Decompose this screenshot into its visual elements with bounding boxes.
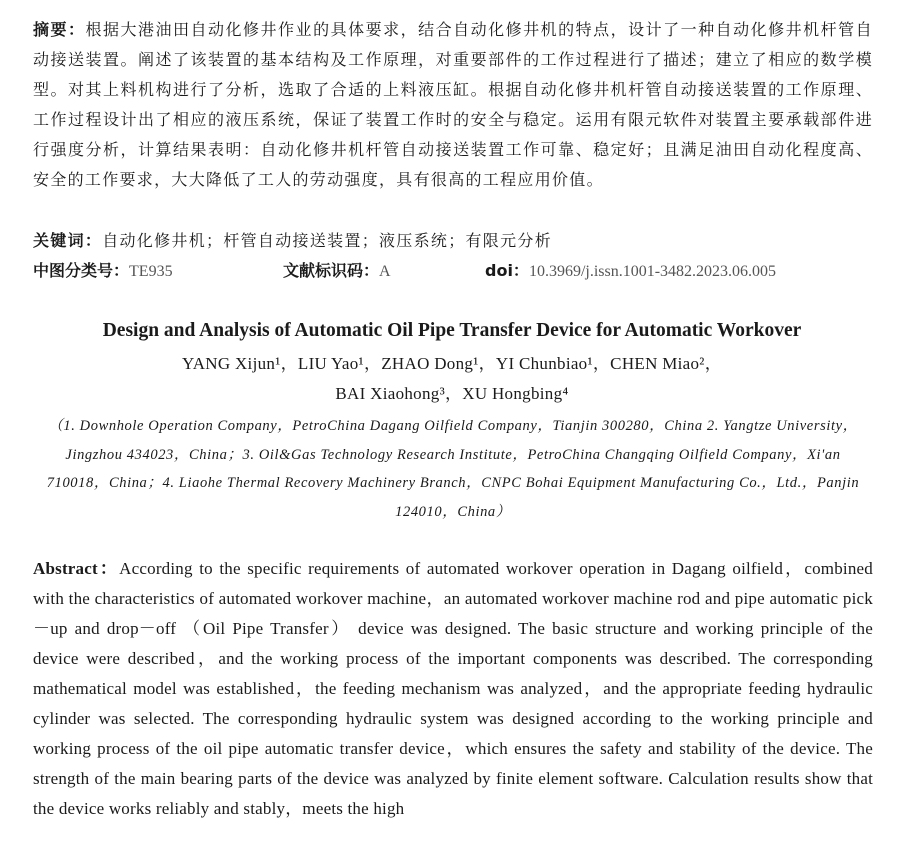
english-abstract-label: Abstract： [33, 559, 120, 578]
chinese-abstract-label: 摘要： [33, 20, 86, 39]
english-abstract [33, 554, 873, 824]
doi-value: 10.3969/j.issn.1001-3482.2023.06.005 [528, 263, 777, 280]
authors-line-1: YANG Xijun¹，LIU Yao¹，ZHAO Dong¹，YI Chunbiao¹，CHEN Miao²， [182, 354, 722, 373]
english-abstract-text: According to the specific requirements of automated workover operation in Dagang oilfield，combined with the characteristics of automated workover machine，an automated workover machine rod and pipe automatic pick－up and drop－off （Oil Pipe Transfer） device was designed. The basic structure and working principle of the device were described，and the working process of the important components was described. The corresponding mathematical model was established，the feeding mechanism was analyzed，and the appropriate feeding hydraulic cylinder was selected. The corresponding hydraulic system was designed according to the working principle and working process of the oil pipe automatic transfer device，which ensures the safety and stability of the device. The strength of the main bearing parts of the device was analyzed by finite element software. Calculation results show that the device works reliably and stably，meets the high [33, 559, 873, 818]
clc-label: 中图分类号： [33, 261, 130, 280]
authors-line-2: BAI Xiaohong³，XU Hongbing⁴ [335, 384, 569, 403]
clc-number [33, 258, 173, 285]
doi-label: doi： [485, 261, 529, 280]
chinese-abstract [33, 15, 873, 195]
document-code-label: 文献标识码： [283, 261, 380, 280]
english-title: Design and Analysis of Automatic Oil Pipe Transfer Device for Automatic Workover [102, 320, 802, 341]
clc-value: TE935 [129, 263, 173, 280]
doi [485, 258, 776, 285]
chinese-keywords [33, 229, 873, 253]
document-code [283, 258, 391, 285]
chinese-keywords-text: 自动化修井机；杆管自动接送装置；液压系统；有限元分析 [102, 231, 553, 250]
affiliations: （1. Downhole Operation Company，PetroChina Dagang Oilfield Company，Tianjin 300280，China 2. Yangtze University，Jingzhou 434023，China；3. Oil&Gas Technology Research Institute，PetroChina Changqing Oilfield Company，Xi'an 710018，China；4. Liaohe Thermal Recovery Machinery Branch，CNPC Bohai Equipment Manufacturing Co.，Ltd.，Panjin 124010，China） [46, 418, 860, 520]
classification-line [33, 258, 873, 284]
chinese-keywords-label: 关键词： [33, 231, 103, 250]
chinese-abstract-text: 根据大港油田自动化修井作业的具体要求，结合自动化修井机的特点，设计了一种自动化修井机杆管自动接送装置。阐述了该装置的基本结构及工作原理，对重要部件的工作过程进行了描述；建立了相应的数学模型。对其上料机构进行了分析，选取了合适的上料液压缸。根据自动化修井机杆管自动接送装置的工作原理、工作过程设计出了相应的液压系统，保证了装置工作时的安全与稳定。运用有限元软件对装置主要承载部件进行强度分析，计算结果表明：自动化修井机杆管自动接送装置工作可靠、稳定好；且满足油田自动化程度高、安全的工作要求，大大降低了工人的劳动强度，具有很高的工程应用价值。 [33, 20, 873, 189]
document-code-value: A [379, 263, 391, 280]
